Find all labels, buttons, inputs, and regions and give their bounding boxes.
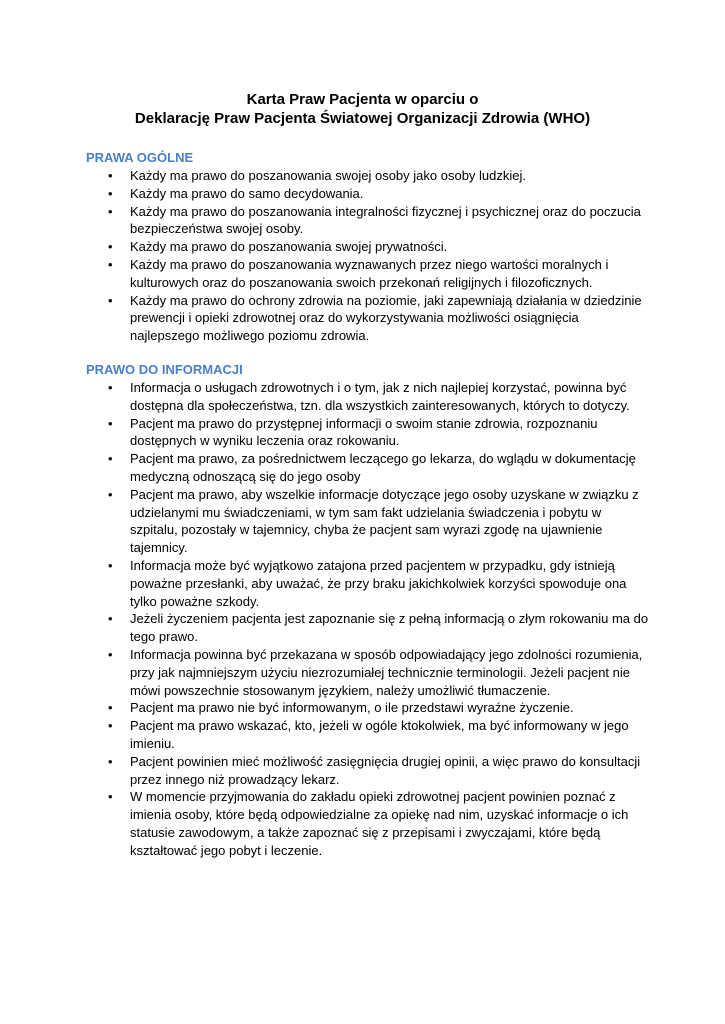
bullet-icon: •: [108, 451, 113, 467]
bullet-icon: •: [108, 415, 113, 431]
section-right-to-information: [86, 361, 651, 860]
bullet-icon: •: [108, 611, 113, 627]
bullet-icon: •: [108, 203, 113, 219]
list-item-text: Jeżeli życzeniem pacjenta jest zapoznanie się z pełną informacją o złym rokowaniu ma do tego prawo.: [130, 611, 649, 645]
list-item-text: Pacjent powinien mieć możliwość zasięgnięcia drugiej opinii, a więc prawo do konsultacji przez innego niż prowadzący lekarz.: [130, 753, 641, 787]
section-heading: PRAWO DO INFORMACJI: [86, 362, 243, 377]
bullet-icon: •: [108, 700, 113, 716]
list-item-text: Informacja powinna być przekazana w sposób odpowiadający jego zdolności rozumienia, przy jak najmniejszym użyciu niezrozumiałej technicznie terminologii. Jeżeli pacjent nie mówi powszechnie stosowanym językiem, należy umożliwić tłumaczenie.: [130, 646, 643, 698]
title-line-1: Karta Praw Pacjenta w oparciu o: [246, 91, 479, 108]
list-item: [86, 379, 651, 415]
list-item-text: Pacjent ma prawo do przystępnej informacji o swoim stanie zdrowia, rozpoznaniu dostępnych w wyniku leczenia oraz rokowaniu.: [130, 415, 598, 449]
list-item: [86, 450, 651, 486]
list-item-text: Każdy ma prawo do poszanowania swojej prywatności.: [130, 239, 448, 255]
bullet-list: [86, 167, 651, 345]
bullet-icon: •: [108, 557, 113, 573]
list-item: [86, 185, 651, 203]
list-item: [86, 610, 651, 646]
document-title: [0, 90, 725, 128]
list-item: [86, 646, 651, 699]
bullet-list: [86, 379, 651, 860]
bullet-icon: •: [108, 292, 113, 308]
list-item-text: Informacja może być wyjątkowo zatajona przed pacjentem w przypadku, gdy istnieją poważne przesłanki, aby uważać, że przy braku jakichkolwiek korzyści spowoduje ona tylko poważne szkody.: [130, 557, 627, 609]
section-general-rights: [86, 149, 651, 345]
bullet-icon: •: [108, 239, 113, 255]
list-item-text: Informacja o usługach zdrowotnych i o tym, jak z nich najlepiej korzystać, powinna być dostępna dla społeczeństwa, tzn. dla wszystkich zainteresowanych, których to dotyczy.: [130, 380, 630, 413]
bullet-icon: •: [108, 185, 113, 201]
list-item-text: Każdy ma prawo do samo decydowania.: [130, 185, 364, 201]
list-item: [86, 557, 651, 610]
list-item: [86, 788, 651, 859]
list-item-text: Każdy ma prawo do poszanowania swojej osoby jako osoby ludzkiej.: [130, 168, 526, 183]
list-item: [86, 699, 651, 717]
list-item-text: Każdy ma prawo do poszanowania wyznawanych przez niego wartości moralnych i kulturowych oraz do poszanowania swoich przekonań religijnych i filozoficznych.: [130, 256, 609, 290]
section-heading: PRAWA OGÓLNE: [86, 150, 194, 165]
list-item: [86, 717, 651, 753]
list-item: [86, 292, 651, 345]
bullet-icon: •: [108, 789, 113, 805]
bullet-icon: •: [108, 256, 113, 272]
list-item-text: Pacjent ma prawo nie być informowanym, o ile przedstawi wyraźne życzenie.: [130, 700, 574, 716]
bullet-icon: •: [108, 486, 113, 502]
list-item-text: W momencie przyjmowania do zakładu opieki zdrowotnej pacjent powinien poznać z imienia osoby, które będą odpowiedzialne za opiekę nad nim, uzyskać informacje o ich statusie zawodowym, a także zapoznać się z przepisami i zwyczajami, które będą kształtować jego pobyt i leczenie.: [130, 789, 629, 858]
list-item-text: Każdy ma prawo do poszanowania integralności fizycznej i psychicznej oraz do poczucia bezpieczeństwa swojej osoby.: [130, 203, 641, 237]
list-item-text: Pacjent ma prawo, za pośrednictwem leczącego go lekarza, do wglądu w dokumentację medyczną odnoszącą się do jego osoby: [130, 451, 636, 484]
title-line-2: Deklarację Praw Pacjenta Światowej Organizacji Zdrowia (WHO): [134, 110, 591, 127]
list-item: [86, 486, 651, 557]
bullet-icon: •: [108, 168, 113, 183]
bullet-icon: •: [108, 753, 113, 769]
list-item-text: Każdy ma prawo do ochrony zdrowia na poziomie, jaki zapewniają działania w dziedzinie prewencji i opieki zdrowotnej oraz do wykorzystywania możliwości osiągnięcia najlepszego możliwego poziomu zdrowia.: [130, 292, 642, 344]
list-item-text: Pacjent ma prawo, aby wszelkie informacje dotyczące jego osoby uzyskane w związku z udzielanymi mu świadczeniami, w tym sam fakt udzielania świadczenia i pobytu w szpitalu, pozostały w tajemnicy, chyba że pacjent sam wyrazi zgodę na ujawnienie tajemnicy.: [130, 486, 639, 556]
list-item: [86, 167, 651, 185]
bullet-icon: •: [108, 718, 113, 734]
list-item: [86, 753, 651, 789]
list-item: [86, 256, 651, 292]
list-item-text: Pacjent ma prawo wskazać, kto, jeżeli w ogóle ktokolwiek, ma być informowany w jego imieniu.: [130, 718, 629, 751]
bullet-icon: •: [108, 646, 113, 662]
bullet-icon: •: [108, 380, 113, 395]
list-item: [86, 238, 651, 256]
list-item: [86, 415, 651, 451]
list-item: [86, 203, 651, 239]
